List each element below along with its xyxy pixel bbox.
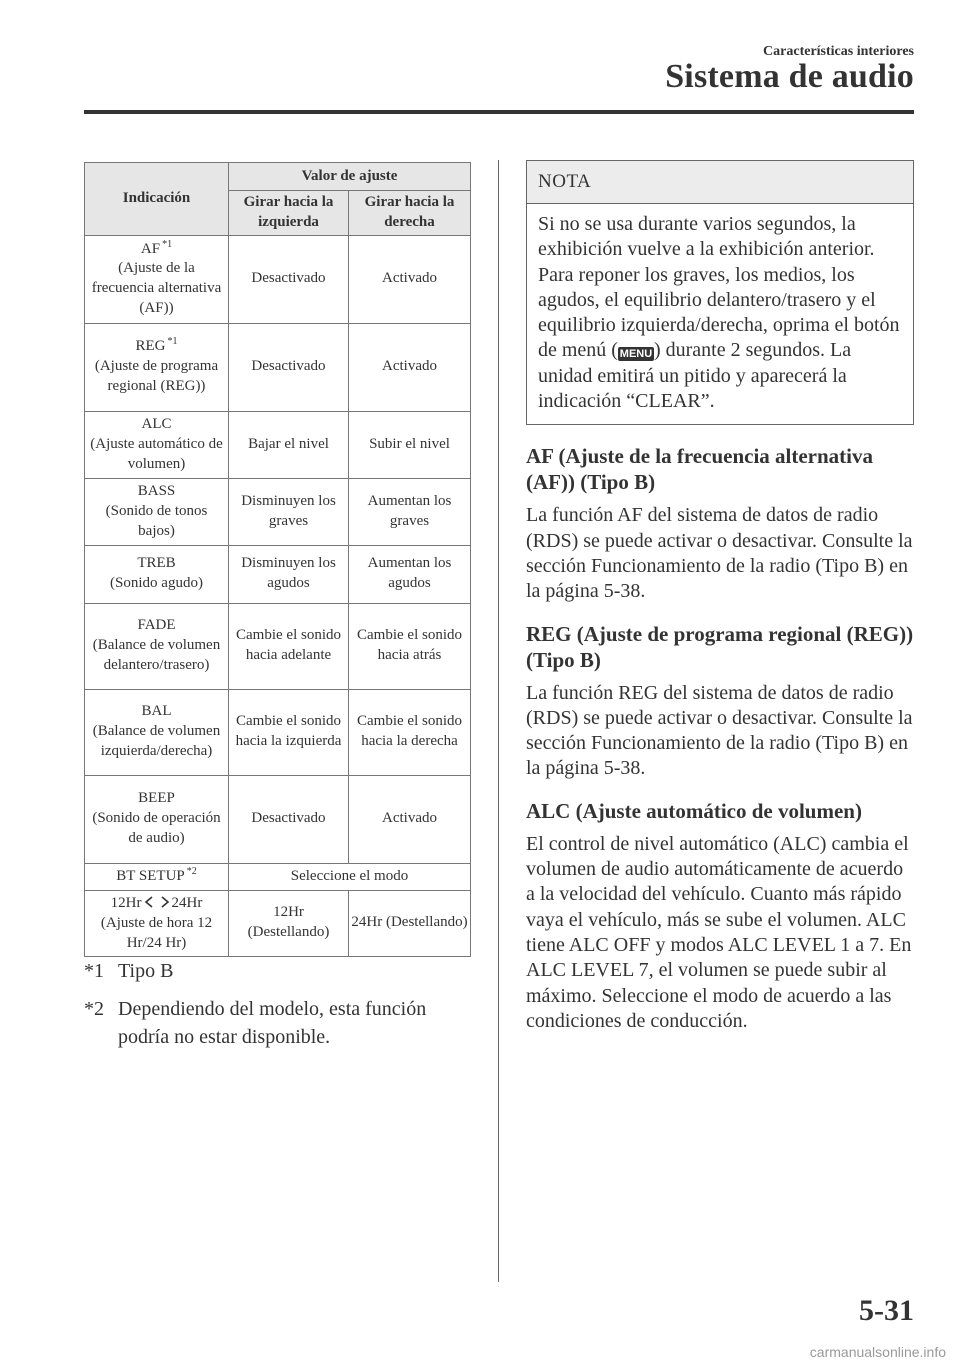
setting-name: FADE	[137, 617, 176, 634]
table-row	[85, 545, 471, 603]
indicacion-cell	[85, 890, 229, 956]
indicacion-cell	[85, 235, 229, 323]
column-divider	[498, 160, 499, 1282]
footnote-mark: *1	[84, 960, 104, 982]
setting-description: (Sonido de tonos bajos)	[105, 502, 208, 539]
hour-option-b: 24Hr	[171, 894, 203, 911]
setting-description: (Balance de volumen delantero/trasero)	[92, 637, 221, 674]
watermark: carmanualsonline.info	[809, 1344, 946, 1360]
left-value-cell: Bajar el nivel	[229, 411, 349, 478]
footnote-text: Dependiendo del modelo, esta función podría no estar disponible.	[118, 998, 427, 1048]
indicacion-cell	[85, 545, 229, 603]
setting-name: BEEP	[138, 790, 175, 807]
right-value-cell: Subir el nivel	[349, 411, 471, 478]
audio-settings-table	[84, 162, 471, 957]
left-value-cell: Disminuyen los graves	[229, 478, 349, 545]
setting-name: BASS	[137, 482, 176, 499]
nota-text-after: ) durante 2 segundos. La unidad emitirá un pitido y aparecerá la indicación “CLEAR”.	[538, 339, 852, 413]
right-value-cell: Aumentan los agudos	[349, 545, 471, 603]
footnote-mark: *2	[84, 998, 104, 1020]
left-right-arrows-icon	[142, 895, 172, 909]
table-header-row	[85, 163, 471, 191]
menu-icon-label: MENU	[619, 348, 653, 361]
footnote-item	[84, 957, 474, 985]
left-value-cell: Disminuyen los agudos	[229, 545, 349, 603]
left-value-cell: Desactivado	[229, 775, 349, 863]
header-izquierda: Girar hacia la izquierda	[229, 191, 349, 236]
footnote-item	[84, 995, 474, 1051]
table-row-hour-format	[85, 890, 471, 956]
setting-description: (Ajuste de hora 12 Hr/24 Hr)	[100, 914, 213, 951]
setting-name: TREB	[137, 555, 176, 572]
menu-button-icon	[618, 347, 654, 361]
header-title: Sistema de audio	[665, 58, 914, 95]
footnote-ref: *2	[186, 865, 197, 877]
right-value-cell: Activado	[349, 775, 471, 863]
left-value-cell: 12Hr (Destellando)	[229, 890, 349, 956]
nota-text	[527, 204, 913, 424]
section-body: El control de nivel automático (ALC) cambia el volumen de audio automáticamente de acuerdo a la velocidad del vehículo. Cuanto más rápido vaya el vehículo, más se sube el volumen. ALC tiene ALC OFF y modos ALC LEVEL 1 a 7. En ALC LEVEL 7, el volumen se puede subir al máximo. Seleccione el modo de acuerdo a las condiciones de conducción.	[526, 832, 912, 1032]
header-valor: Valor de ajuste	[229, 163, 471, 191]
indicacion-cell	[85, 863, 229, 890]
table-row	[85, 689, 471, 775]
footnote-text: Tipo B	[118, 960, 174, 982]
setting-name: BAL	[141, 703, 172, 720]
left-value-cell: Cambie el sonido hacia adelante	[229, 603, 349, 689]
section-body: La función REG del sistema de datos de radio (RDS) se puede activar o desactivar. Consulte la sección Funcionamiento de la radio (Tipo B) en la página 5-38.	[526, 681, 913, 780]
indicacion-cell	[85, 411, 229, 478]
right-value-cell: Aumentan los graves	[349, 478, 471, 545]
header-indicacion: Indicación	[85, 163, 229, 236]
right-value-cell: Activado	[349, 235, 471, 323]
setting-name: REG	[135, 338, 166, 355]
bt-setup-value: Seleccione el modo	[229, 863, 471, 890]
nota-text-before: Si no se usa durante varios segundos, la exhibición vuelve a la exhibición anterior. Para reponer los graves, los medios, los agudos, el equilibrio delantero/trasero y el equilibrio izquierda/derecha, oprima el botón de menú (	[538, 213, 900, 362]
table-row-bt-setup	[85, 863, 471, 890]
setting-description: (Ajuste de programa regional (REG))	[94, 358, 219, 395]
nota-box	[526, 160, 914, 425]
setting-name: AF	[140, 240, 161, 257]
indicacion-cell	[85, 775, 229, 863]
setting-name: BT SETUP	[116, 867, 185, 884]
table-body	[85, 235, 471, 956]
header-subtitle: Características interiores	[763, 44, 914, 59]
table-row	[85, 603, 471, 689]
right-value-cell: Cambie el sonido hacia la derecha	[349, 689, 471, 775]
section-heading: ALC (Ajuste automático de volumen)	[526, 798, 862, 823]
footnotes	[84, 957, 474, 1061]
header-rule	[84, 110, 914, 114]
section-body: La función AF del sistema de datos de radio (RDS) se puede activar o desactivar. Consulte la sección Funcionamiento de la radio (Tipo B) en la página 5-38.	[526, 504, 913, 603]
table-row	[85, 478, 471, 545]
setting-description: (Ajuste de la frecuencia alternativa (AF))	[91, 260, 222, 317]
table-row	[85, 323, 471, 411]
footnote-ref: *1	[162, 238, 173, 250]
setting-description: (Sonido agudo)	[110, 575, 203, 592]
section-heading: AF (Ajuste de la frecuencia alternativa (AF)) (Tipo B)	[526, 444, 874, 495]
setting-description: (Sonido de operación de audio)	[92, 810, 221, 847]
sections	[526, 443, 914, 1034]
right-value-cell: Activado	[349, 323, 471, 411]
setting-description: (Ajuste automático de volumen)	[90, 435, 223, 472]
table-row	[85, 775, 471, 863]
left-value-cell: Desactivado	[229, 235, 349, 323]
right-value-cell: Cambie el sonido hacia atrás	[349, 603, 471, 689]
page-number: 5-31	[859, 1294, 914, 1327]
indicacion-cell	[85, 603, 229, 689]
footnote-ref: *1	[167, 336, 178, 348]
indicacion-cell	[85, 689, 229, 775]
left-value-cell: Desactivado	[229, 323, 349, 411]
left-value-cell: Cambie el sonido hacia la izquierda	[229, 689, 349, 775]
right-column	[526, 160, 914, 1034]
setting-name: ALC	[141, 415, 172, 432]
right-value-cell: 24Hr (Destellando)	[349, 890, 471, 956]
indicacion-cell	[85, 478, 229, 545]
header-derecha: Girar hacia la derecha	[349, 191, 471, 236]
hour-option-a: 12Hr	[110, 894, 142, 911]
section-heading: REG (Ajuste de programa regional (REG)) (Tipo B)	[526, 621, 914, 672]
indicacion-cell	[85, 323, 229, 411]
nota-title: NOTA	[527, 161, 913, 204]
table-row	[85, 235, 471, 323]
table-row	[85, 411, 471, 478]
setting-description: (Balance de volumen izquierda/derecha)	[92, 723, 221, 760]
